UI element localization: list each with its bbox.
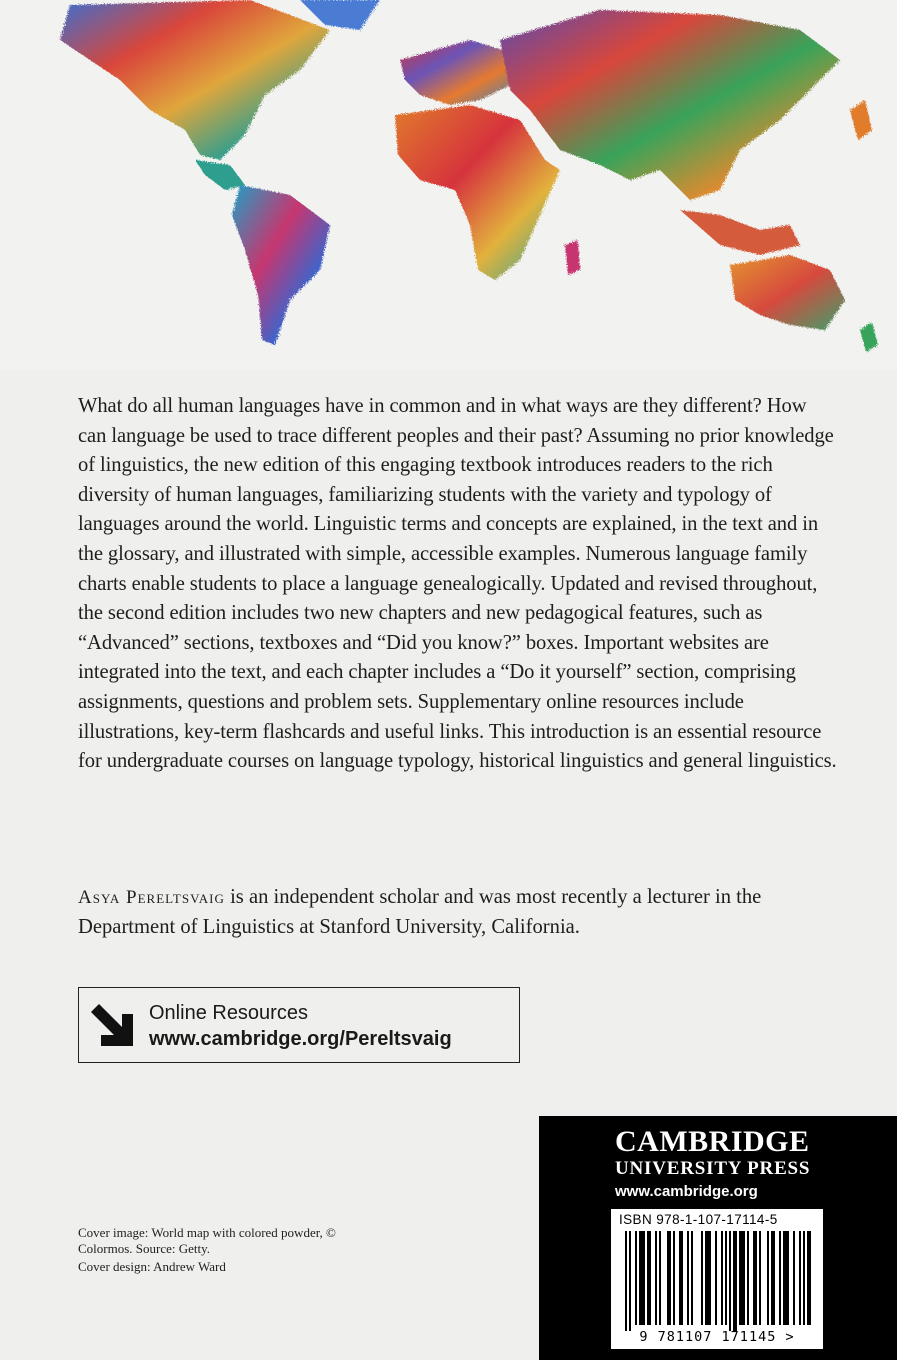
barcode-bar bbox=[629, 1231, 631, 1331]
barcode-bar bbox=[639, 1231, 645, 1325]
cover-image-credit: Cover image: World map with colored powder, © Colormos. Source: Getty. bbox=[78, 1225, 336, 1256]
barcode-bar bbox=[733, 1231, 737, 1331]
barcode-bar bbox=[767, 1231, 769, 1325]
isbn-number: ISBN 978-1-107-17114-5 bbox=[619, 1212, 778, 1227]
barcode-bar bbox=[753, 1231, 757, 1325]
arrow-down-right-icon bbox=[89, 1002, 135, 1048]
barcode-bar bbox=[771, 1231, 775, 1325]
barcode-bar bbox=[635, 1231, 637, 1325]
barcode-bar bbox=[625, 1231, 627, 1331]
barcode-bar bbox=[655, 1231, 657, 1325]
barcode-bar bbox=[721, 1231, 723, 1325]
barcode-bar bbox=[673, 1231, 675, 1325]
barcode-bar bbox=[803, 1231, 805, 1325]
barcode-bar bbox=[701, 1231, 703, 1325]
barcode-bar bbox=[659, 1231, 661, 1325]
barcode-bars bbox=[611, 1209, 823, 1349]
barcode-number: 9 781107 171145 > bbox=[639, 1329, 795, 1345]
online-resources-title: Online Resources bbox=[149, 1002, 308, 1024]
barcode-bar bbox=[739, 1231, 745, 1325]
barcode-bar bbox=[679, 1231, 683, 1325]
barcode-bar bbox=[783, 1231, 789, 1325]
cover-design-credit: Cover design: Andrew Ward bbox=[78, 1259, 226, 1274]
barcode-bar bbox=[715, 1231, 717, 1325]
barcode-bar bbox=[807, 1231, 811, 1325]
barcode-bar bbox=[687, 1231, 689, 1325]
publisher-block bbox=[539, 1116, 897, 1360]
isbn-barcode bbox=[611, 1209, 823, 1349]
barcode-bar bbox=[667, 1231, 671, 1325]
cover-credits bbox=[78, 1225, 378, 1275]
online-resources-box[interactable] bbox=[78, 987, 520, 1063]
barcode-bar bbox=[725, 1231, 727, 1325]
barcode-bar bbox=[747, 1231, 749, 1325]
publisher-url[interactable]: www.cambridge.org bbox=[615, 1183, 758, 1200]
author-name: Asya Pereltsvaig bbox=[78, 887, 225, 908]
barcode-bar bbox=[705, 1231, 711, 1325]
author-bio-text: is an independent scholar and was most recently a lecturer in the Department of Linguistics at Stanford University, California. bbox=[78, 886, 762, 938]
barcode-bar bbox=[729, 1231, 731, 1331]
barcode-bar bbox=[691, 1231, 693, 1325]
barcode-bar bbox=[759, 1231, 761, 1325]
online-resources-link[interactable]: www.cambridge.org/Pereltsvaig bbox=[149, 1028, 452, 1050]
barcode-bar bbox=[779, 1231, 781, 1325]
barcode-bar bbox=[793, 1231, 795, 1325]
publisher-name: CAMBRIDGE bbox=[615, 1125, 810, 1158]
author-bio bbox=[78, 883, 838, 942]
barcode-bar bbox=[799, 1231, 801, 1325]
publisher-subtitle: UNIVERSITY PRESS bbox=[615, 1158, 811, 1179]
book-description: What do all human languages have in common and in what ways are they different? How can language be used to trace different peoples and their past? Assuming no prior knowledge of linguistics, the new edition of this engaging textbook introduces readers to the rich diversity of human languages, familiarizing students with the variety and typology of languages around the world. Linguistic terms and concepts are explained, in the text and in the glossary, and illustrated with simple, accessible examples. Numerous language family charts enable students to place a language genealogically. Updated and revised throughout, the second edition includes two new chapters and new pedagogical features, such as “Advanced” sections, textboxes and “Did you know?” boxes. Important websites are integrated into the text, and each chapter includes a “Do it yourself” section, comprising assignments, questions and problem sets. Supplementary online resources include illustrations, key-term flashcards and useful links. This introduction is an essential resource for undergraduate courses on language typology, historical linguistics and general linguistics. bbox=[78, 395, 837, 773]
cover-world-map-image bbox=[0, 0, 897, 370]
barcode-bar bbox=[647, 1231, 651, 1325]
